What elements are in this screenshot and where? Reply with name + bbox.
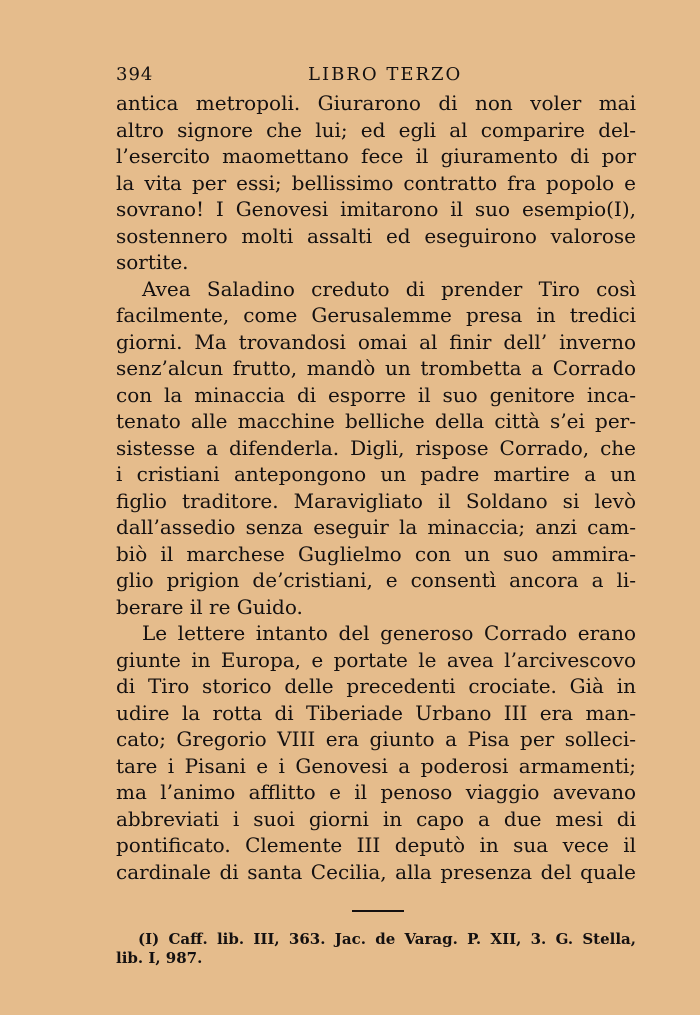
text-line: l’esercito maomettano fece il giuramento di por bbox=[116, 144, 636, 168]
text-line: pontificato. Clemente III deputò in sua vece il bbox=[116, 833, 636, 857]
footnote bbox=[116, 930, 636, 968]
text-line: tenato alle macchine belliche della città s’ei per- bbox=[116, 409, 636, 433]
running-title: LIBRO TERZO bbox=[308, 64, 463, 85]
text-line: Avea Saladino creduto di prender Tiro così bbox=[142, 276, 636, 301]
footnote-line: lib. I, 987. bbox=[116, 949, 203, 967]
text-line: senz’alcun frutto, mandò un trombetta a Corrado bbox=[116, 356, 636, 380]
text-line: giunte in Europa, e portate le avea l’arcivescovo bbox=[116, 647, 636, 672]
text-line: facilmente, come Gerusalemme presa in tredici bbox=[116, 303, 636, 327]
text-line: udire la rotta di Tiberiade Urbano III era man- bbox=[116, 700, 636, 725]
body-text bbox=[116, 90, 636, 885]
text-line: berare il re Guido. bbox=[116, 594, 303, 619]
footnote-rule bbox=[352, 910, 404, 912]
text-line: altro signore che lui; ed egli al comparire del- bbox=[116, 117, 636, 142]
text-line: sovrano! I Genovesi imitarono il suo esempio(I), bbox=[116, 197, 636, 221]
text-line: di Tiro storico delle precedenti crociate. Già in bbox=[116, 674, 636, 698]
text-line: abbreviati i suoi giorni in capo a due mesi di bbox=[116, 806, 636, 831]
footnote-line: (I) Caff. lib. III, 363. Jac. de Varag. P. XII, 3. G. Stella, bbox=[138, 930, 636, 948]
text-line: sostennero molti assalti ed eseguirono valorose bbox=[116, 223, 636, 248]
text-line: i cristiani antepongono un padre martire a un bbox=[116, 462, 636, 486]
page-header bbox=[116, 64, 636, 90]
text-line: glio prigion de’cristiani, e consentì ancora a li- bbox=[116, 568, 636, 592]
text-line: giorni. Ma trovandosi omai al finir dell’ inverno bbox=[116, 329, 636, 354]
text-line: la vita per essi; bellissimo contratto fra popolo e bbox=[116, 170, 636, 195]
text-line: dall’assedio senza eseguir la minaccia; anzi cam- bbox=[116, 515, 636, 539]
text-line: sistesse a difenderla. Digli, rispose Corrado, che bbox=[116, 435, 636, 460]
page-number: 394 bbox=[116, 64, 154, 85]
text-line: biò il marchese Guglielmo con un suo ammira- bbox=[116, 541, 636, 566]
text-line: cato; Gregorio VIII era giunto a Pisa per solleci- bbox=[116, 727, 636, 751]
text-line: sortite. bbox=[116, 250, 189, 274]
text-line: figlio traditore. Maravigliato il Soldano si levò bbox=[116, 488, 636, 513]
text-line: tare i Pisani e i Genovesi a poderosi armamenti; bbox=[116, 753, 636, 778]
text-line: Le lettere intanto del generoso Corrado erano bbox=[142, 621, 636, 645]
text-line: antica metropoli. Giurarono di non voler mai bbox=[116, 91, 636, 115]
text-line: ma l’animo afflitto e il penoso viaggio avevano bbox=[116, 780, 636, 804]
text-line: con la minaccia di esporre il suo genitore inca- bbox=[116, 382, 636, 407]
text-line: cardinale di santa Cecilia, alla presenza del quale bbox=[116, 859, 636, 884]
